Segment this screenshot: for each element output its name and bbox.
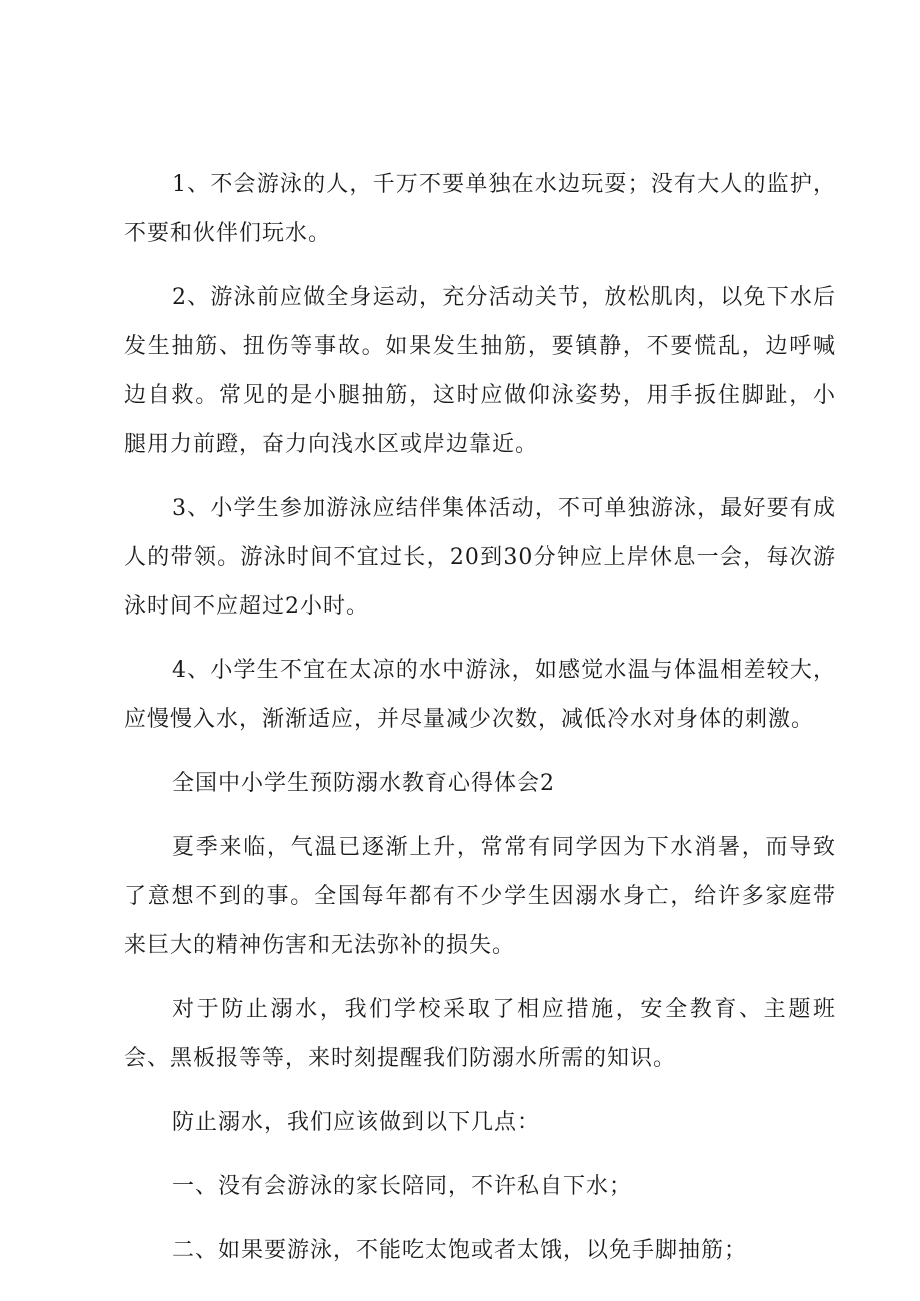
para-summer: 夏季来临，气温已逐渐上升，常常有同学因为下水消暑，而导致了意想不到的事。全国每年都有不少学生因溺水身亡，给许多家庭带来巨大的精神伤害和无法弥补的损失。 <box>124 835 836 958</box>
document-body <box>124 160 836 1290</box>
para-point-2: 二、如果要游泳，不能吃太饱或者太饿，以免手脚抽筋； <box>172 1238 748 1263</box>
para-point-1: 一、没有会游泳的家长陪同，不许私自下水； <box>172 1174 633 1199</box>
para-safety-3: 3、小学生参加游泳应结伴集体活动，不可单独游泳，最好要有成人的带领。游泳时间不宜过长，20到30分钟应上岸休息一会，每次游泳时间不应超过2小时。 <box>124 496 836 619</box>
para-safety-2: 2、游泳前应做全身运动，充分活动关节，放松肌肉，以免下水后发生抽筋、扭伤等事故。如果发生抽筋，要镇静，不要慌乱，边呼喊边自救。常见的是小腿抽筋，这时应做仰泳姿势，用手扳住脚趾，小腿用力前蹬，奋力向浅水区或岸边靠近。 <box>124 285 836 457</box>
para-safety-4: 4、小学生不宜在太凉的水中游泳，如感觉水温与体温相差较大，应慢慢入水，渐渐适应，并尽量减少次数，减低冷水对身体的刺激。 <box>124 658 836 732</box>
para-prevent-intro: 防止溺水，我们应该做到以下几点： <box>172 1110 541 1135</box>
section-title: 全国中小学生预防溺水教育心得体会2 <box>172 771 555 796</box>
para-safety-1: 1、不会游泳的人，千万不要单独在水边玩耍；没有大人的监护，不要和伙伴们玩水。 <box>124 172 836 246</box>
para-school-measures: 对于防止溺水，我们学校采取了相应措施，安全教育、主题班会、黑板报等等，来时刻提醒我们防溺水所需的知识。 <box>124 997 836 1071</box>
